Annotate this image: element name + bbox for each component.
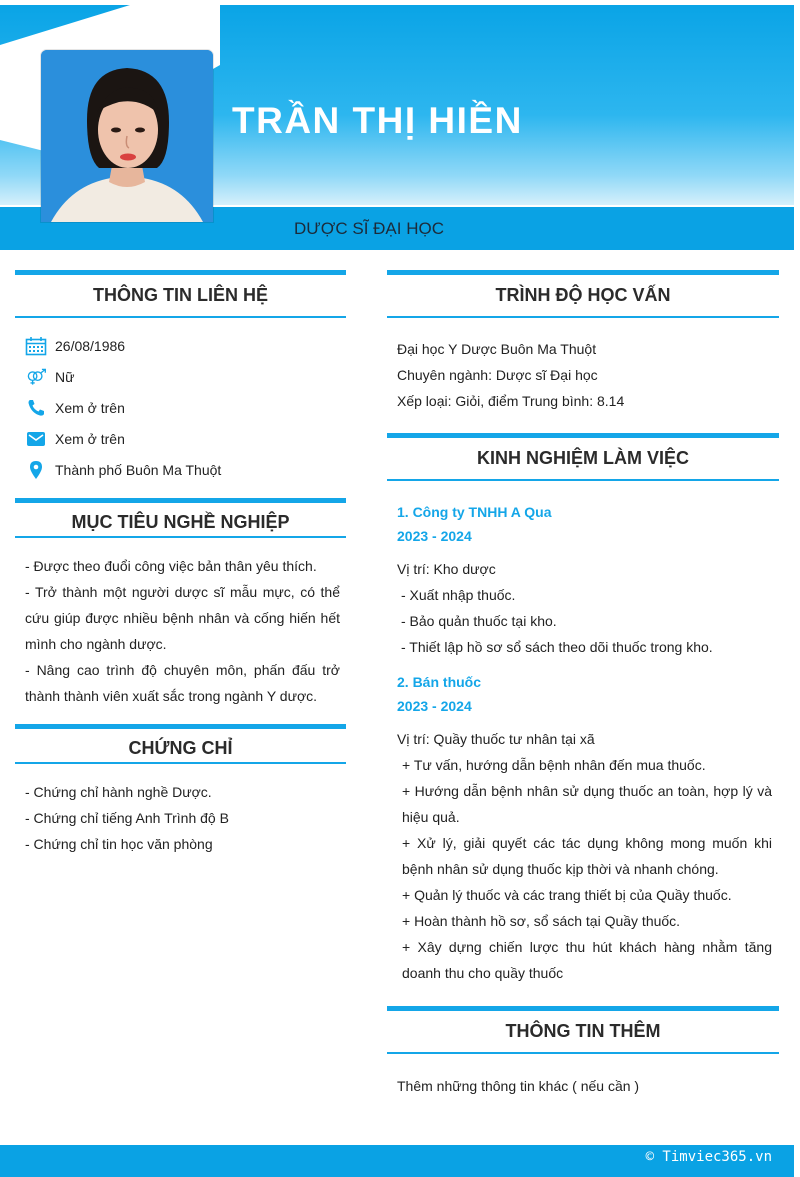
contact-section-header bbox=[15, 270, 346, 318]
job-duty: + Xây dựng chiến lược thu hút khách hàng nhằm tăng doanh thu cho quầy thuốc bbox=[402, 939, 772, 981]
job-duty: - Xuất nhập thuốc. bbox=[401, 587, 516, 603]
job-duty: + Xử lý, giải quyết các tác dụng không mong muốn khi bệnh nhân sử dụng thuốc kịp thời và nhanh chóng. bbox=[402, 835, 772, 877]
certificate-item: - Chứng chỉ hành nghề Dược. bbox=[25, 784, 212, 800]
job-duty: - Thiết lập hồ sơ sổ sách theo dõi thuốc trong kho. bbox=[401, 639, 713, 655]
education-school: Đại học Y Dược Buôn Ma Thuột bbox=[397, 341, 597, 357]
job-company: 2. Bán thuốc bbox=[397, 674, 482, 690]
job-company: 1. Công ty TNHH A Qua bbox=[397, 504, 552, 520]
job-duty: + Hoàn thành hồ sơ, sổ sách tại Quầy thuốc. bbox=[402, 913, 681, 929]
objective-line: - Được theo đuổi công việc bản thân yêu thích. bbox=[25, 558, 317, 574]
job-duty: + Hướng dẫn bệnh nhân sử dụng thuốc an toàn, hợp lý và hiệu quả. bbox=[402, 783, 772, 825]
job-period: 2023 - 2024 bbox=[397, 698, 472, 714]
job-title: DƯỢC SĨ ĐẠI HỌC bbox=[294, 219, 444, 238]
gender-text: Nữ bbox=[55, 369, 75, 385]
job-period: 2023 - 2024 bbox=[397, 528, 472, 544]
certificates-title: CHỨNG CHỈ bbox=[128, 738, 233, 758]
location-icon bbox=[25, 459, 47, 481]
footer-bar bbox=[0, 1145, 794, 1177]
email-icon bbox=[25, 428, 47, 450]
email-text: Xem ở trên bbox=[55, 431, 125, 447]
certificates-list bbox=[25, 779, 340, 857]
profile-photo bbox=[41, 50, 213, 222]
experience-job-2 bbox=[397, 670, 772, 986]
experience-section-header bbox=[387, 433, 779, 481]
additional-text: Thêm những thông tin khác ( nếu cần ) bbox=[397, 1078, 640, 1094]
education-title: TRÌNH ĐỘ HỌC VẤN bbox=[495, 285, 671, 305]
certificate-item: - Chứng chỉ tiếng Anh Trình độ B bbox=[25, 810, 229, 826]
additional-section-header bbox=[387, 1006, 779, 1054]
birthday-text: 26/08/1986 bbox=[55, 338, 126, 354]
additional-title: THÔNG TIN THÊM bbox=[505, 1021, 661, 1041]
contact-phone bbox=[25, 397, 125, 419]
experience-title: KINH NGHIỆM LÀM VIỆC bbox=[476, 448, 689, 468]
contact-email bbox=[25, 428, 125, 450]
objective-section-header bbox=[15, 498, 346, 538]
experience-job-1 bbox=[397, 500, 772, 660]
job-duty: - Bảo quản thuốc tại kho. bbox=[401, 613, 557, 629]
job-duty: + Quản lý thuốc và các trang thiết bị của Quầy thuốc. bbox=[402, 887, 732, 903]
job-duty: + Tư vấn, hướng dẫn bệnh nhân đến mua thuốc. bbox=[402, 757, 706, 773]
calendar-icon bbox=[25, 335, 47, 357]
objective-line: - Nâng cao trình độ chuyên môn, phấn đấu trở thành thành viên xuất sắc trong ngành Y dược. bbox=[25, 662, 340, 704]
gender-icon bbox=[25, 366, 47, 388]
job-position: Vị trí: Quầy thuốc tư nhân tại xã bbox=[397, 731, 595, 747]
contact-title: THÔNG TIN LIÊN HỆ bbox=[93, 285, 268, 305]
job-position: Vị trí: Kho dược bbox=[397, 561, 496, 577]
job-details bbox=[397, 726, 772, 986]
contact-gender bbox=[25, 366, 74, 388]
objective-text bbox=[25, 553, 340, 709]
contact-birthday bbox=[25, 335, 125, 357]
footer-watermark: © Timviec365.vn bbox=[645, 1149, 772, 1165]
objective-title: MỤC TIÊU NGHỀ NGHIỆP bbox=[71, 512, 290, 532]
candidate-name: TRẦN THỊ HIỀN bbox=[232, 100, 523, 141]
education-grade: Xếp loại: Giỏi, điểm Trung bình: 8.14 bbox=[397, 393, 625, 409]
cv-header bbox=[0, 0, 800, 250]
certificate-item: - Chứng chỉ tin học văn phòng bbox=[25, 836, 213, 852]
objective-line: - Trở thành một người dược sĩ mẫu mực, có thể cứu giúp được nhiều bệnh nhân và cống hiến hết mình cho ngành dược. bbox=[25, 584, 340, 652]
phone-text: Xem ở trên bbox=[55, 400, 125, 416]
education-text bbox=[397, 336, 772, 414]
education-major: Chuyên ngành: Dược sĩ Đại học bbox=[397, 367, 598, 383]
certificates-section-header bbox=[15, 724, 346, 764]
education-section-header bbox=[387, 270, 779, 318]
job-details bbox=[397, 556, 772, 660]
contact-location bbox=[25, 459, 221, 481]
phone-icon bbox=[25, 397, 47, 419]
location-text: Thành phố Buôn Ma Thuột bbox=[55, 462, 222, 478]
